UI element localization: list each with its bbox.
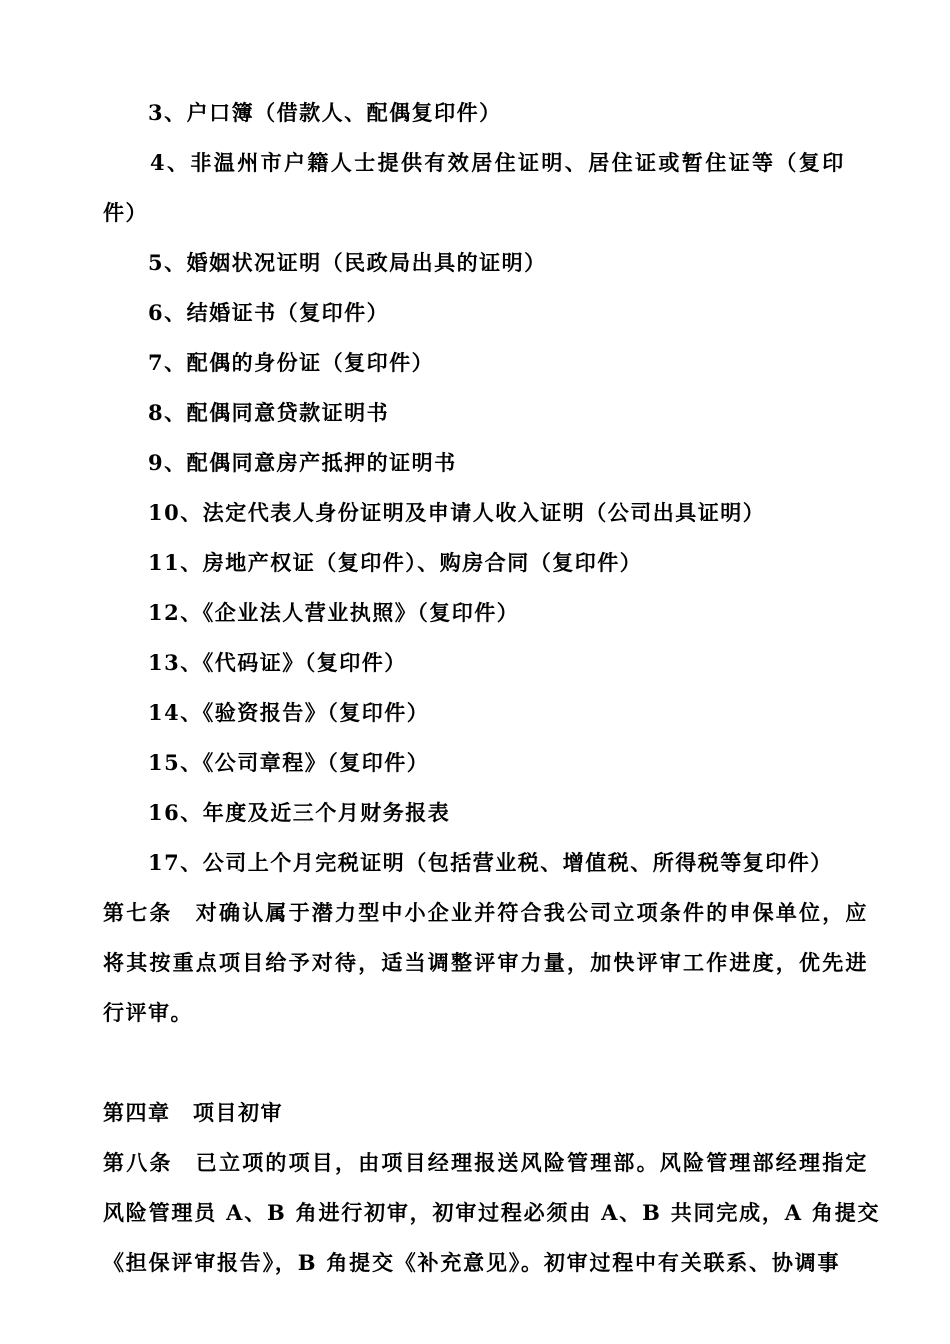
list-item-7: 7、配偶的身份证（复印件） [148, 350, 435, 375]
list-item-5: 5、婚姻状况证明（民政局出具的证明） [148, 250, 547, 275]
list-item-9: 9、配偶同意房产抵押的证明书 [148, 450, 457, 475]
chapter-4-title: 第四章 项目初审 [103, 1100, 283, 1125]
list-item-16: 16、年度及近三个月财务报表 [148, 800, 451, 825]
article-7-line-1: 第七条 对确认属于潜力型中小企业并符合我公司立项条件的申保单位，应 [103, 900, 869, 925]
list-item-14: 14、《验资报告》（复印件） [148, 700, 430, 725]
list-item-10: 10、法定代表人身份证明及申请人收入证明（公司出具证明） [148, 500, 766, 525]
list-item-17: 17、公司上个月完税证明（包括营业税、增值税、所得税等复印件） [148, 850, 833, 875]
list-item-12: 12、《企业法人营业执照》（复印件） [148, 600, 520, 625]
article-7-line-2: 将其按重点项目给予对待，适当调整评审力量，加快评审工作进度，优先进 [103, 950, 869, 975]
list-item-13: 13、《代码证》（复印件） [148, 650, 407, 675]
list-item-6: 6、结婚证书（复印件） [148, 300, 390, 325]
article-7-line-3: 行评审。 [103, 1000, 193, 1025]
list-item-4: 4、非温州市户籍人士提供有效居住证明、居住证或暂住证等（复印 [150, 150, 846, 175]
article-8-line-2: 风险管理员 A、B 角进行初审，初审过程必须由 A、B 共同完成，A 角提交 [103, 1200, 881, 1225]
list-item-8: 8、配偶同意贷款证明书 [148, 400, 390, 425]
list-item-15: 15、《公司章程》（复印件） [148, 750, 430, 775]
article-8-line-3: 《担保评审报告》，B 角提交《补充意见》。初审过程中有关联系、协调事 [103, 1250, 841, 1275]
list-item-11: 11、房地产权证（复印件）、购房合同（复印件） [148, 550, 643, 575]
list-item-3: 3、户口簿（借款人、配偶复印件） [148, 100, 502, 125]
article-8-line-1: 第八条 已立项的项目，由项目经理报送风险管理部。风险管理部经理指定 [103, 1150, 869, 1175]
list-item-4-continuation: 件） [103, 200, 148, 225]
